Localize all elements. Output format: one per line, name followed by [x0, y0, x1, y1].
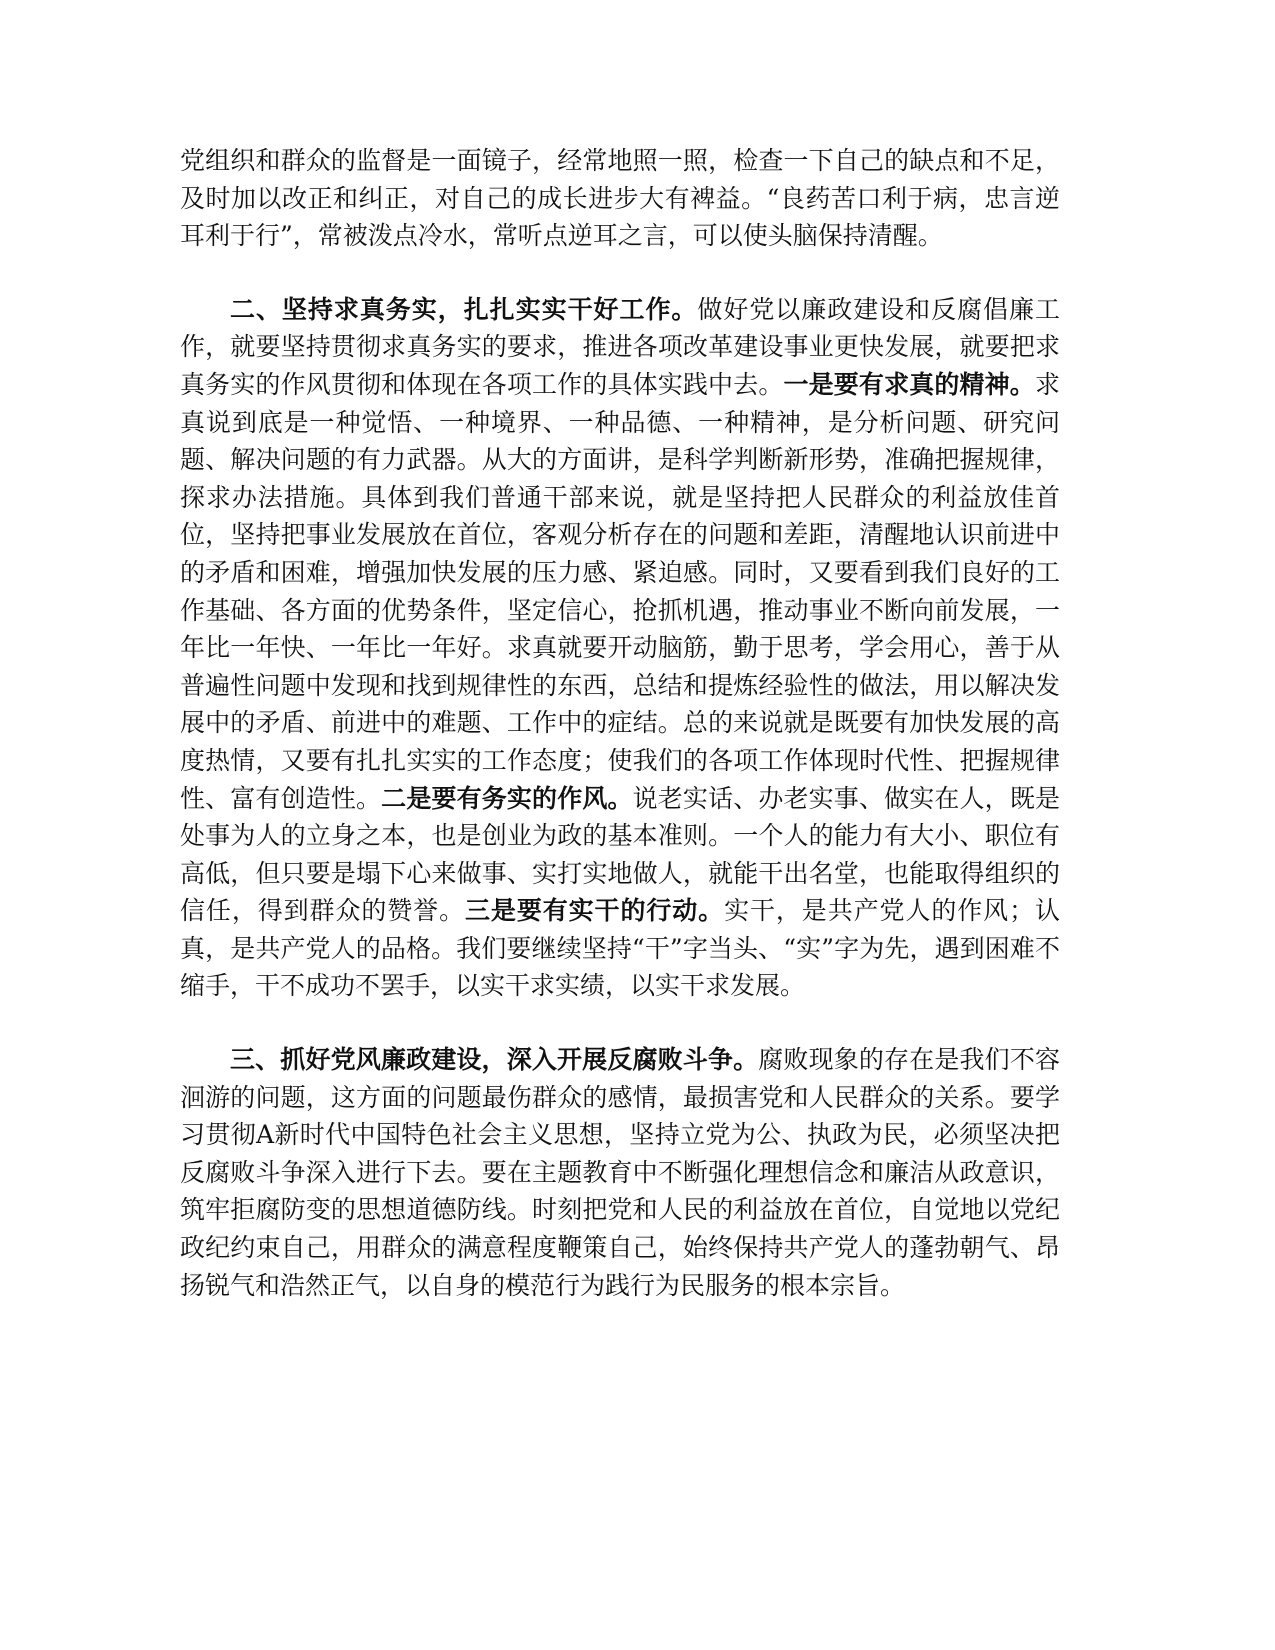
subpoint-heading: 一是要有求真的精神。: [783, 369, 1035, 399]
document-page: [180, 142, 1060, 1304]
section-heading: 二、坚持求真务实，扎扎实实干好工作。: [230, 294, 698, 324]
paragraph-section-two: [180, 291, 1060, 1005]
paragraph-section-three: [180, 1041, 1060, 1304]
paragraph-text: 做好党以廉政建设和反腐倡廉工作，就要坚持贯彻求真务实的要求，推进各项改革建设事业更快发展，就要把求真务实的作风贯彻和体现在各项工作的具体实践中去。: [180, 294, 1060, 399]
paragraph-text: 求真说到底是一种觉悟、一种境界、一种品德、一种精神，是分析问题、研究问题、解决问题的有力武器。从大的方面讲，是科学判断新形势，准确把握规律，探求办法措施。具体到我们普通干部来说，就是坚持把人民群众的利益放佳首位，坚持把事业发展放在首位，客观分析存在的问题和差距，清醒地认识前进中的矛盾和困难，增强加快发展的压力感、紧迫感。同时，又要看到我们良好的工作基础、各方面的优势条件，坚定信心，抢抓机遇，推动事业不断向前发展，一年比一年快、一年比一年好。求真就要开动脑筋，勤于思考，学会用心，善于从普遍性问题中发现和找到规律性的东西，总结和提炼经验性的做法，用以解决发展中的矛盾、前进中的难题、工作中的症结。总的来说就是既要有加快发展的高度热情，又要有扎扎实实的工作态度；使我们的各项工作体现时代性、把握规律性、富有创造性。: [180, 369, 1060, 813]
section-heading: 三、抓好党风廉政建设，深入开展反腐败斗争。: [230, 1045, 759, 1075]
paragraph-text: 腐败现象的存在是我们不容洄游的问题，这方面的问题最伤群众的感情，最损害党和人民群众的关系。要学习贯彻A新时代中国特色社会主义思想，坚持立党为公、执政为民，必须坚决把反腐败斗争深入进行下去。要在主题教育中不断强化理想信念和廉洁从政意识，筑牢拒腐防变的思想道德防线。时刻把党和人民的利益放在首位，自觉地以党纪政纪约束自己，用群众的满意程度鞭策自己，始终保持共产党人的蓬勃朝气、昂扬锐气和浩然正气，以自身的模范行为践行为民服务的根本宗旨。: [180, 1045, 1060, 1300]
paragraph-text: 党组织和群众的监督是一面镜子，经常地照一照，检查一下自己的缺点和不足，及时加以改正和纠正，对自己的成长进步大有裨益。“良药苦口利于病，忠言逆耳利于行”，常被泼点冷水，常听点逆耳之言，可以使头脑保持清醒。: [180, 146, 1060, 251]
paragraph-text: 说老实话、办老实事、做实在人，既是处事为人的立身之本，也是创业为政的基本准则。一个人的能力有大小、职位有高低，但只要是塌下心来做事、实打实地做人，就能干出名堂，也能取得组织的信任，得到群众的赞誉。: [180, 783, 1060, 926]
subpoint-heading: 二是要有务实的作风。: [381, 783, 633, 813]
paragraph-text: 实干，是共产党人的作风；认真，是共产党人的品格。我们要继续坚持“干”字当头、“实”字为先，遇到困难不缩手，干不成功不罢手，以实干求实绩，以实干求发展。: [180, 896, 1060, 1001]
paragraph-continuation: [180, 142, 1060, 255]
subpoint-heading: 三是要有实干的行动。: [465, 896, 725, 926]
